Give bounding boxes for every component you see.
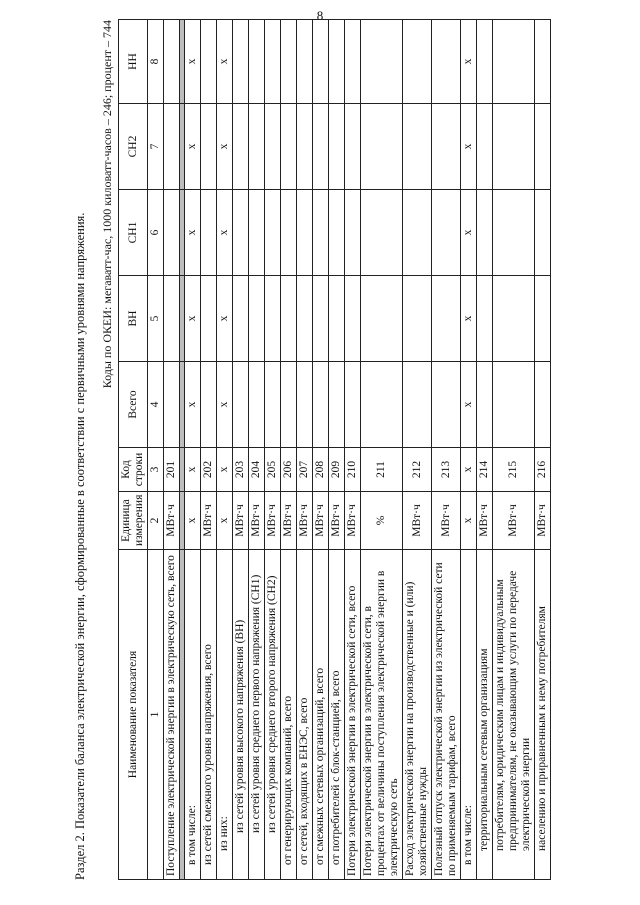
row-value: x xyxy=(185,276,201,362)
row-value xyxy=(164,104,180,190)
row-name: территориальным сетевым организациям xyxy=(477,550,493,880)
row-value: x xyxy=(461,276,477,362)
row-value: x xyxy=(217,20,233,104)
row-name: потребителям, юридическим лицам и индивидуальным предпринимателям, не оказывающим услуги по передаче электрической энергии xyxy=(493,550,535,880)
row-value xyxy=(265,104,281,190)
row-name: в том числе: xyxy=(461,550,477,880)
row-value: x xyxy=(185,362,201,448)
row-value: x xyxy=(461,190,477,276)
row-code: 216 xyxy=(535,448,551,492)
table-body xyxy=(148,20,551,880)
row-value xyxy=(432,190,461,276)
row-value xyxy=(403,190,432,276)
row-value xyxy=(201,362,217,448)
row-name: из сетей смежного уровня напряжения, всего xyxy=(201,550,217,880)
row-value: x xyxy=(217,276,233,362)
row-name: из сетей уровня высокого напряжения (ВН) xyxy=(233,550,249,880)
row-value xyxy=(535,20,551,104)
row-value xyxy=(201,276,217,362)
row-code: x xyxy=(217,448,233,492)
row-value xyxy=(493,104,535,190)
row-name: от генерирующих компаний, всего xyxy=(281,550,297,880)
row-code: 202 xyxy=(201,448,217,492)
page-number: 8 xyxy=(316,8,324,23)
row-value xyxy=(201,104,217,190)
row-value xyxy=(281,362,297,448)
row-value: x xyxy=(217,104,233,190)
row-unit: МВт·ч xyxy=(535,492,551,550)
column-index-row xyxy=(148,20,164,880)
row-value xyxy=(493,190,535,276)
table-row xyxy=(164,20,180,880)
row-value xyxy=(535,104,551,190)
table-row xyxy=(185,20,201,880)
row-value xyxy=(249,190,265,276)
row-value xyxy=(313,104,329,190)
header-row xyxy=(119,20,148,880)
table-row xyxy=(361,20,403,880)
row-value xyxy=(233,20,249,104)
header-name: Наименование показателя xyxy=(119,550,148,880)
row-name: Полезный отпуск электрической энергии из электрической сети по применяемым тарифам, всего xyxy=(432,550,461,880)
row-value xyxy=(297,362,313,448)
row-name: от сетей, входящих в ЕНЭС, всего xyxy=(297,550,313,880)
row-value xyxy=(432,20,461,104)
row-name: Потери электрической энергии в электрической сети, в процентах от величины поступления электрической энергии в электрическую сеть xyxy=(361,550,403,880)
row-value xyxy=(233,362,249,448)
row-value xyxy=(329,276,345,362)
table-row xyxy=(265,20,281,880)
row-value xyxy=(249,104,265,190)
row-unit: МВт·ч xyxy=(313,492,329,550)
row-unit: x xyxy=(461,492,477,550)
row-value xyxy=(249,276,265,362)
row-code: 203 xyxy=(233,448,249,492)
row-name: от смежных сетевых организаций, всего xyxy=(313,550,329,880)
row-name: от потребителей с блок-станцией, всего xyxy=(329,550,345,880)
units-line: Коды по ОКЕИ: мегаватт-час, 1000 киловатт-часов – 246; процент – 744 xyxy=(100,20,114,389)
row-value xyxy=(345,190,361,276)
column-index: 6 xyxy=(148,190,164,276)
row-value xyxy=(477,20,493,104)
row-value xyxy=(233,190,249,276)
row-unit: МВт·ч xyxy=(493,492,535,550)
row-value xyxy=(313,190,329,276)
row-unit: МВт·ч xyxy=(403,492,432,550)
row-value xyxy=(164,20,180,104)
table-row xyxy=(477,20,493,880)
table-row xyxy=(329,20,345,880)
row-code: 213 xyxy=(432,448,461,492)
row-unit: МВт·ч xyxy=(297,492,313,550)
row-value xyxy=(164,190,180,276)
row-value xyxy=(493,362,535,448)
row-code: x xyxy=(185,448,201,492)
row-unit: % xyxy=(361,492,403,550)
row-value xyxy=(345,276,361,362)
row-value xyxy=(281,190,297,276)
header-total: Всего xyxy=(119,362,148,448)
table-row xyxy=(217,20,233,880)
row-value xyxy=(281,20,297,104)
header-unit: Единица измерения xyxy=(119,492,148,550)
row-value xyxy=(281,104,297,190)
header-nn: НН xyxy=(119,20,148,104)
row-value: x xyxy=(461,362,477,448)
row-value xyxy=(361,276,403,362)
header-code: Код строки xyxy=(119,448,148,492)
row-value xyxy=(265,276,281,362)
row-unit: МВт·ч xyxy=(477,492,493,550)
row-value xyxy=(493,20,535,104)
row-value xyxy=(403,276,432,362)
row-value xyxy=(361,104,403,190)
row-name: в том числе: xyxy=(185,550,201,880)
column-index: 2 xyxy=(148,492,164,550)
row-value xyxy=(345,104,361,190)
row-value xyxy=(249,362,265,448)
row-value xyxy=(201,190,217,276)
row-name: Расход электрической энергии на производственные и (или) хозяйственные нужды xyxy=(403,550,432,880)
row-value xyxy=(477,276,493,362)
row-name: населению и приравненным к нему потребителям xyxy=(535,550,551,880)
row-value xyxy=(313,362,329,448)
row-value: x xyxy=(461,104,477,190)
row-value xyxy=(281,276,297,362)
row-unit: x xyxy=(185,492,201,550)
row-value xyxy=(265,190,281,276)
row-value xyxy=(329,190,345,276)
table-row xyxy=(461,20,477,880)
row-code: 201 xyxy=(164,448,180,492)
row-name: из сетей уровня среднего первого напряжения (СН1) xyxy=(249,550,265,880)
row-value xyxy=(403,104,432,190)
row-unit: МВт·ч xyxy=(265,492,281,550)
row-value xyxy=(265,20,281,104)
row-unit: МВт·ч xyxy=(281,492,297,550)
table-row xyxy=(201,20,217,880)
row-value xyxy=(329,20,345,104)
row-unit: МВт·ч xyxy=(432,492,461,550)
column-index: 5 xyxy=(148,276,164,362)
header-sn2: СН2 xyxy=(119,104,148,190)
row-code: x xyxy=(461,448,477,492)
row-code: 212 xyxy=(403,448,432,492)
row-code: 204 xyxy=(249,448,265,492)
row-value: x xyxy=(461,20,477,104)
rotated-page-content xyxy=(72,20,612,880)
table-row xyxy=(233,20,249,880)
row-code: 209 xyxy=(329,448,345,492)
row-value xyxy=(345,362,361,448)
table-row xyxy=(432,20,461,880)
row-value xyxy=(233,276,249,362)
table-row xyxy=(297,20,313,880)
row-value xyxy=(432,104,461,190)
row-value xyxy=(249,20,265,104)
table-row xyxy=(493,20,535,880)
row-code: 215 xyxy=(493,448,535,492)
row-name: из сетей уровня среднего второго напряжения (СН2) xyxy=(265,550,281,880)
row-value xyxy=(329,362,345,448)
row-value xyxy=(432,276,461,362)
column-index: 4 xyxy=(148,362,164,448)
row-unit: x xyxy=(217,492,233,550)
column-index: 7 xyxy=(148,104,164,190)
row-value xyxy=(164,362,180,448)
row-name: Потери электрической энергии в электрической сети, всего xyxy=(345,550,361,880)
table-row xyxy=(345,20,361,880)
balance-table xyxy=(118,19,551,880)
row-value xyxy=(164,276,180,362)
table-row xyxy=(313,20,329,880)
row-code: 206 xyxy=(281,448,297,492)
row-value xyxy=(297,104,313,190)
table-row xyxy=(249,20,265,880)
row-value xyxy=(201,20,217,104)
row-value: x xyxy=(185,190,201,276)
row-value xyxy=(535,276,551,362)
row-value xyxy=(361,190,403,276)
row-value xyxy=(535,362,551,448)
row-code: 207 xyxy=(297,448,313,492)
row-value xyxy=(265,362,281,448)
row-value xyxy=(535,190,551,276)
row-value xyxy=(403,362,432,448)
row-unit: МВт·ч xyxy=(329,492,345,550)
row-name: из них: xyxy=(217,550,233,880)
column-index: 3 xyxy=(148,448,164,492)
row-unit: МВт·ч xyxy=(201,492,217,550)
header-vn: ВН xyxy=(119,276,148,362)
table-row xyxy=(535,20,551,880)
row-code: 214 xyxy=(477,448,493,492)
header-sn1: СН1 xyxy=(119,190,148,276)
row-value xyxy=(329,104,345,190)
row-value xyxy=(493,276,535,362)
row-unit: МВт·ч xyxy=(164,492,180,550)
column-index: 8 xyxy=(148,20,164,104)
row-value xyxy=(297,276,313,362)
row-value xyxy=(361,362,403,448)
row-code: 210 xyxy=(345,448,361,492)
row-code: 205 xyxy=(265,448,281,492)
row-value xyxy=(477,190,493,276)
table-row xyxy=(403,20,432,880)
row-name: Поступление электрической энергии в электрическую сеть, всего xyxy=(164,550,180,880)
row-value xyxy=(313,20,329,104)
row-value: x xyxy=(185,20,201,104)
row-value xyxy=(297,190,313,276)
row-value xyxy=(432,362,461,448)
row-unit: МВт·ч xyxy=(345,492,361,550)
row-unit: МВт·ч xyxy=(233,492,249,550)
row-value xyxy=(361,20,403,104)
table-row xyxy=(281,20,297,880)
row-value: x xyxy=(217,362,233,448)
row-code: 208 xyxy=(313,448,329,492)
row-unit: МВт·ч xyxy=(249,492,265,550)
row-value xyxy=(313,276,329,362)
row-value xyxy=(477,362,493,448)
row-value xyxy=(233,104,249,190)
row-value: x xyxy=(185,104,201,190)
section-title: Раздел 2. Показатели баланса электрической энергии, сформированные в соответствии с первичными уровнями напряжения. xyxy=(73,212,87,880)
row-value xyxy=(403,20,432,104)
row-value xyxy=(345,20,361,104)
row-code: 211 xyxy=(361,448,403,492)
row-value xyxy=(477,104,493,190)
column-index: 1 xyxy=(148,550,164,880)
row-value: x xyxy=(217,190,233,276)
row-value xyxy=(297,20,313,104)
